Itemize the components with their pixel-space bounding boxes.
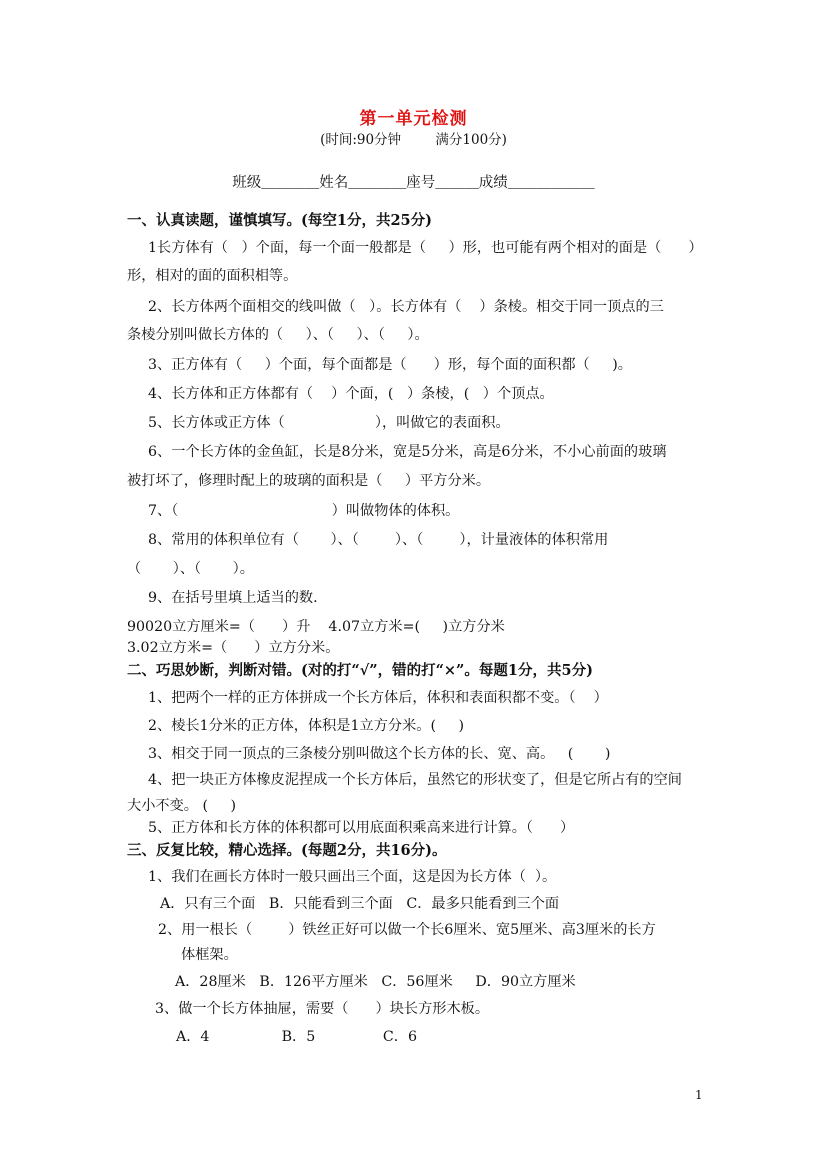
question-line: 1、把两个一样的正方体拼成一个长方体后，体积和表面积都不变。（ ） xyxy=(148,690,608,706)
page-number: 1 xyxy=(695,1088,703,1102)
question-line: 大小不变。 ( ) xyxy=(127,798,237,814)
question-line: 9、在括号里填上适当的数. xyxy=(148,590,318,606)
question-line: 5、长方体或正方体（ ），叫做它的表面积。 xyxy=(148,415,510,431)
section-heading-choice: 三、反复比较，精心选择。(每题2分，共16分)。 xyxy=(127,842,447,859)
question-line: 形，相对的面的面积相等。 xyxy=(127,268,298,284)
answer-options: A．只有三个面 B．只能看到三个面 C．最多只能看到三个面 xyxy=(160,896,560,912)
question-line: 2、长方体两个面相交的线叫做（ ）。长方体有（ ）条棱。相交于同一顶点的三 xyxy=(148,299,664,315)
question-line: 4、长方体和正方体都有（ ）个面，( ）条棱，( ）个顶点。 xyxy=(148,386,554,402)
question-line: 3、做一个长方体抽屉，需要（ ）块长方形木板。 xyxy=(155,1001,490,1017)
answer-options: A．28厘米 B．126平方厘米 C．56厘米 D．90立方厘米 xyxy=(175,974,576,990)
exam-time-score: (时间:90分钟 满分100分) xyxy=(320,132,507,148)
student-info-line: 班级＿＿＿＿姓名＿＿＿＿座号＿＿＿成绩＿＿＿＿＿＿ xyxy=(232,175,595,191)
question-line: 3.02立方米=（ ）立方分米。 xyxy=(127,640,340,656)
answer-options: A．4 B．5 C．6 xyxy=(176,1029,417,1045)
question-line: 90020立方厘米=（ ）升 4.07立方米=( )立方分米 xyxy=(127,619,505,635)
section-heading-true-false: 二、巧思妙断，判断对错。(对的打“√”，错的打“×”。每题1分，共5分) xyxy=(127,662,593,679)
question-line: 5、正方体和长方体的体积都可以用底面积乘高来进行计算。（ ） xyxy=(148,820,575,836)
question-line: 条棱分别叫做长方体的（ ）、（ ）、（ ）。 xyxy=(127,327,429,343)
question-line: 体框架。 xyxy=(181,947,238,963)
section-heading-fill-in: 一、认真读题，谨慎填写。(每空1分，共25分) xyxy=(127,212,432,229)
question-line: 4、把一块正方体橡皮泥捏成一个长方体后，虽然它的形状变了，但是它所占有的空间 xyxy=(148,772,682,788)
question-line: 8、常用的体积单位有（ ）、（ ）、（ ），计量液体的体积常用 xyxy=(148,532,609,548)
question-line: 被打坏了，修理时配上的玻璃的面积是（ ）平方分米。 xyxy=(127,473,491,489)
question-line: （ ）、（ ）。 xyxy=(127,561,254,577)
question-line: 2、用一根长（ ）铁丝正好可以做一个长6厘米、宽5厘米、高3厘米的长方 xyxy=(158,922,656,938)
question-line: 3、正方体有（ ）个面，每个面都是（ ）形，每个面的面积都（ )。 xyxy=(148,357,632,373)
question-line: 2、棱长1分米的正方体，体积是1立方分米。( ) xyxy=(148,718,465,734)
question-line: 1长方体有（ ）个面，每一个面一般都是（ ）形，也可能有两个相对的面是（ ） xyxy=(148,240,703,256)
page-title: 第一单元检测 xyxy=(359,109,468,129)
question-line: 7、（ ）叫做物体的体积。 xyxy=(148,503,460,519)
question-line: 1、我们在画长方体时一般只画出三个面，这是因为长方体（ ）。 xyxy=(148,869,557,885)
question-line: 3、相交于同一顶点的三条棱分别叫做这个长方体的长、宽、高。 ( ) xyxy=(148,746,611,762)
question-line: 6、一个长方体的金鱼缸，长是8分米，宽是5分米，高是6分米，不小心前面的玻璃 xyxy=(148,444,667,460)
